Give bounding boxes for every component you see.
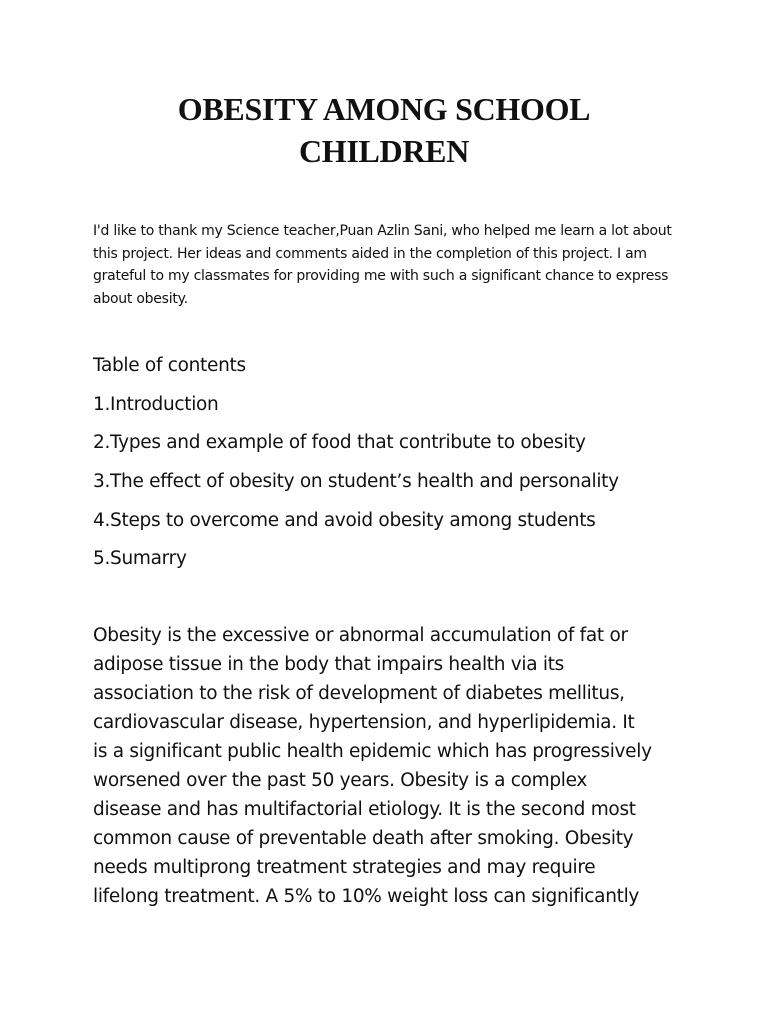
toc-heading: Table of contents — [93, 355, 246, 376]
body-line: association to the risk of development of diabetes mellitus, — [93, 683, 625, 704]
toc-item-types-of-food: 2.Types and example of food that contribute to obesity — [93, 432, 586, 454]
body-line: is a significant public health epidemic which has progressively — [93, 741, 652, 762]
body-line: needs multiprong treatment strategies and may require — [93, 857, 596, 878]
toc-item-introduction: 1.Introduction — [93, 393, 219, 415]
acknowledgement-paragraph: I'd like to thank my Science teacher,Puan Azlin Sani, who helped me learn a lot about this project. Her ideas and comments aided in the completion of this project. I am grateful to my classmates for providing me with such a significant chance to express about obesity. — [93, 223, 672, 307]
body-paragraph — [93, 621, 693, 911]
body-line: adipose tissue in the body that impairs health via its — [93, 654, 564, 675]
body-line: Obesity is the excessive or abnormal accumulation of fat or — [93, 625, 628, 646]
body-line: disease and has multifactorial etiology. It is the second most — [93, 799, 636, 820]
toc-item-summary: 5.Sumarry — [93, 548, 187, 570]
body-line: cardiovascular disease, hypertension, and hyperlipidemia. It — [93, 712, 635, 733]
body-line: common cause of preventable death after smoking. Obesity — [93, 828, 634, 849]
toc-item-steps-to-overcome: 4.Steps to overcome and avoid obesity among students — [93, 509, 596, 531]
title-line: OBESITY AMONG SCHOOL — [177, 91, 591, 127]
table-of-contents — [93, 352, 713, 584]
body-line: worsened over the past 50 years. Obesity is a complex — [93, 770, 588, 791]
body-line: lifelong treatment. A 5% to 10% weight loss can significantly — [93, 886, 640, 907]
document-title — [60, 88, 708, 172]
toc-item-effect-of-obesity: 3.The effect of obesity on student’s health and personality — [93, 471, 619, 493]
title-line: CHILDREN — [298, 133, 470, 169]
